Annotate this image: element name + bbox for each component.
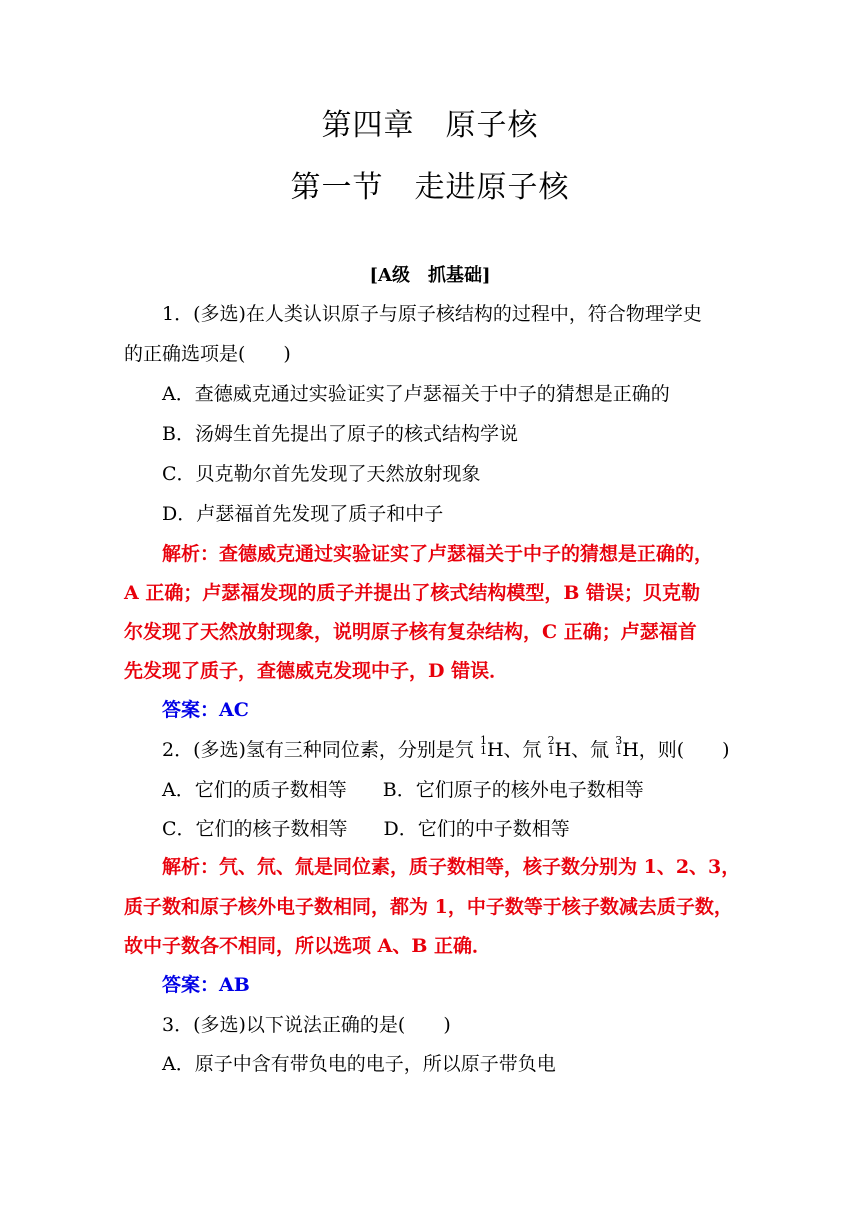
q2-option-b: B．它们原子的核外电子数相等 — [382, 779, 644, 801]
iso3-symbol: H，则( ) — [622, 739, 730, 761]
q1-stem-line1: 1．(多选)在人类认识原子与原子核结构的过程中，符合物理学史 — [162, 303, 702, 325]
iso2-mass-number: 2 — [547, 734, 555, 747]
q2-answer: 答案：AB — [162, 974, 250, 996]
level-heading: [A级 抓基础] — [369, 265, 491, 286]
q1-analysis-line3: 尔发现了天然放射现象，说明原子核有复杂结构，C 正确；卢瑟福首 — [124, 621, 697, 643]
iso1-symbol: H、氘 — [486, 739, 548, 761]
q1-analysis-line1: 解析：查德威克通过实验证实了卢瑟福关于中子的猜想是正确的， — [162, 543, 714, 565]
q2-option-a: A．它们的质子数相等 — [162, 779, 347, 801]
isotope-protium-numbers — [480, 736, 487, 756]
chapter-title: 第四章 原子核 — [321, 108, 539, 143]
q2-analysis-line2: 质子数和原子核外电子数相同，都为 1，中子数等于核子数减去质子数， — [124, 896, 733, 918]
q2-options-row2 — [162, 815, 570, 843]
section-title: 第一节 走进原子核 — [290, 170, 570, 205]
iso1-atomic-number: 1 — [479, 744, 487, 757]
q1-option-d: D．卢瑟福首先发现了质子和中子 — [162, 503, 444, 525]
q2-options-row1 — [162, 776, 644, 804]
q1-option-a: A．查德威克通过实验证实了卢瑟福关于中子的猜想是正确的 — [162, 383, 670, 405]
q2-analysis-line3: 故中子数各不相同，所以选项 A、B 正确． — [124, 935, 492, 957]
iso2-symbol: H、氚 — [554, 739, 616, 761]
q3-stem: 3．(多选)以下说法正确的是( ) — [162, 1014, 451, 1036]
q1-option-c: C．贝克勒尔首先发现了天然放射现象 — [162, 463, 481, 485]
iso2-atomic-number: 1 — [547, 744, 555, 757]
q2-option-d: D．它们的中子数相等 — [383, 818, 570, 840]
isotope-deuterium-numbers — [548, 736, 555, 756]
q2-analysis-line1: 解析：氕、氘、氚是同位素，质子数相等，核子数分别为 1、2、3， — [162, 856, 741, 878]
iso3-mass-number: 3 — [615, 734, 623, 747]
q2-stem-prefix: 2．(多选)氢有三种同位素，分别是氕 — [162, 739, 480, 761]
q1-answer: 答案：AC — [162, 699, 249, 721]
q3-option-a: A．原子中含有带负电的电子，所以原子带负电 — [162, 1053, 556, 1075]
q1-analysis-line2: A 正确；卢瑟福发现的质子并提出了核式结构模型，B 错误；贝克勒 — [124, 582, 701, 604]
q1-stem-line2: 的正确选项是( ) — [124, 343, 291, 365]
iso1-mass-number: 1 — [479, 734, 487, 747]
q1-analysis-line4: 先发现了质子，查德威克发现中子，D 错误． — [124, 660, 509, 682]
iso3-atomic-number: 1 — [615, 744, 623, 757]
q1-option-b: B．汤姆生首先提出了原子的核式结构学说 — [162, 423, 518, 445]
q2-stem — [162, 736, 730, 764]
q2-option-c: C．它们的核子数相等 — [162, 818, 348, 840]
